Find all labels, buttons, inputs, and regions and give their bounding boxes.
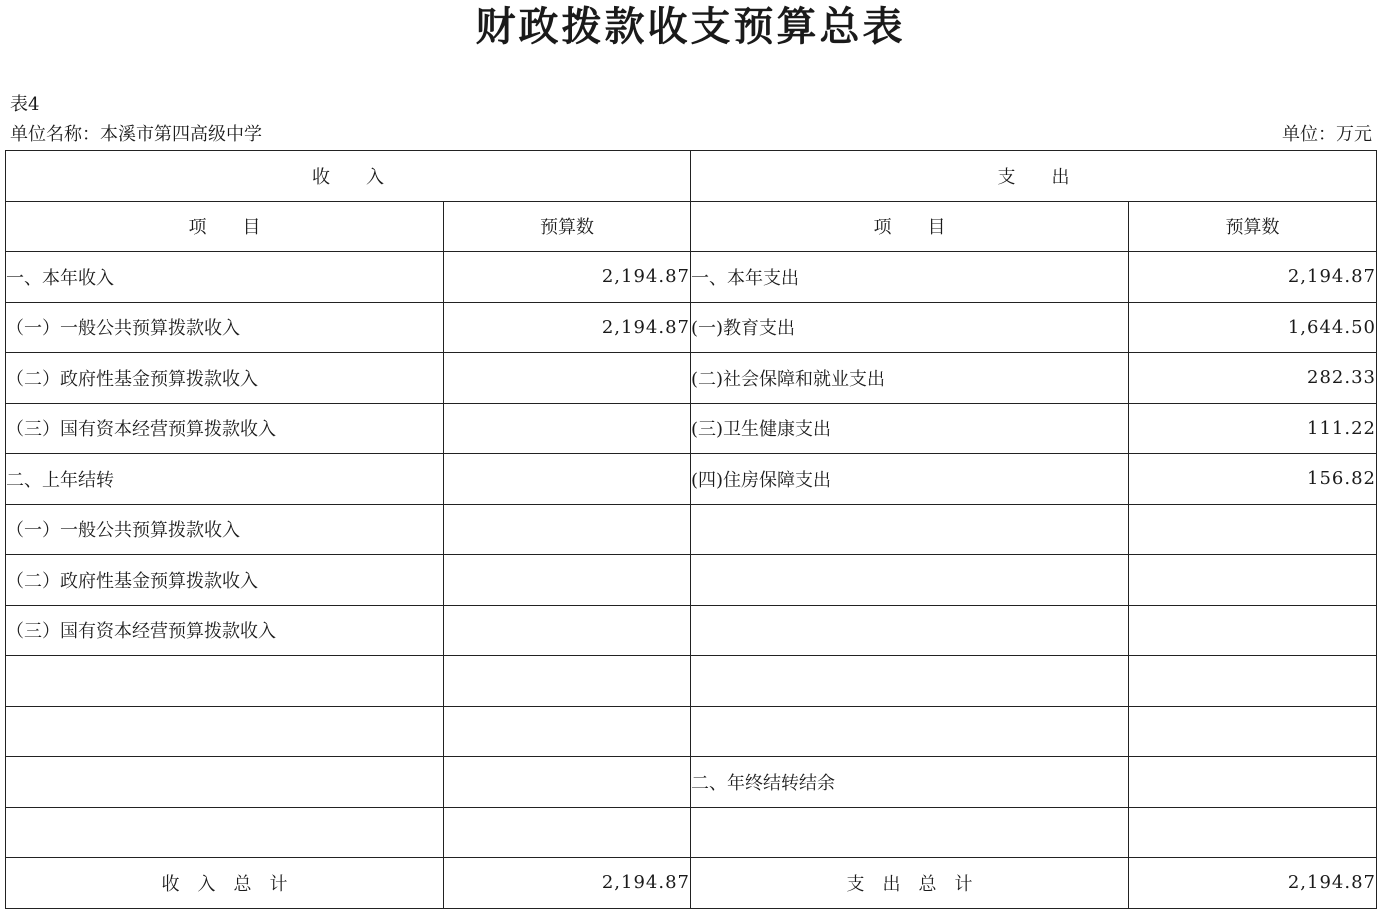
expense-total-value: 2,194.87 (1129, 858, 1377, 909)
income-item-cell: （一）一般公共预算拨款收入 (6, 504, 444, 555)
income-item-cell (6, 757, 444, 808)
expense-item-cell: (四)住房保障支出 (691, 454, 1129, 505)
expense-value-cell: 111.22 (1129, 403, 1377, 454)
expense-value-cell (1129, 807, 1377, 858)
expense-value-cell: 156.82 (1129, 454, 1377, 505)
unit-name: 单位名称：本溪市第四高级中学 (10, 124, 262, 145)
expense-value-cell (1129, 504, 1377, 555)
table-row (6, 504, 1377, 555)
income-value-cell (444, 757, 691, 808)
table-row (6, 454, 1377, 505)
income-total-label: 收 入 总 计 (6, 858, 444, 909)
income-value-cell: 2,194.87 (444, 302, 691, 353)
income-item-cell: （三）国有资本经营预算拨款收入 (6, 605, 444, 656)
income-item-cell: 一、本年收入 (6, 252, 444, 303)
table-row (6, 605, 1377, 656)
table-number: 表4 (10, 94, 40, 115)
income-item-cell (6, 656, 444, 707)
income-item-cell: （三）国有资本经营预算拨款收入 (6, 403, 444, 454)
income-value-cell (444, 403, 691, 454)
expense-item-cell: (二)社会保障和就业支出 (691, 353, 1129, 404)
income-value-cell: 2,194.87 (444, 252, 691, 303)
income-value-cell (444, 353, 691, 404)
income-value-cell (444, 605, 691, 656)
table-row (6, 302, 1377, 353)
income-item-cell: （一）一般公共预算拨款收入 (6, 302, 444, 353)
expense-total-label: 支 出 总 计 (691, 858, 1129, 909)
table-row (6, 807, 1377, 858)
expense-budget-header: 预算数 (1129, 201, 1377, 252)
expense-item-cell: (三)卫生健康支出 (691, 403, 1129, 454)
income-value-cell (444, 706, 691, 757)
expense-item-cell: 二、年终结转结余 (691, 757, 1129, 808)
income-total-value: 2,194.87 (444, 858, 691, 909)
expense-value-cell (1129, 757, 1377, 808)
income-item-cell: （二）政府性基金预算拨款收入 (6, 555, 444, 606)
budget-table (5, 150, 1377, 909)
table-row (6, 353, 1377, 404)
income-budget-header: 预算数 (444, 201, 691, 252)
table-row (6, 252, 1377, 303)
table-row (6, 403, 1377, 454)
table-row (6, 656, 1377, 707)
expense-item-cell: 一、本年支出 (691, 252, 1129, 303)
expense-item-cell (691, 656, 1129, 707)
expense-value-cell (1129, 656, 1377, 707)
expense-value-cell: 1,644.50 (1129, 302, 1377, 353)
expense-value-cell (1129, 605, 1377, 656)
income-value-cell (444, 555, 691, 606)
expense-item-cell (691, 504, 1129, 555)
table-row (6, 555, 1377, 606)
unit-label: 单位：万元 (1282, 124, 1372, 145)
income-value-cell (444, 454, 691, 505)
income-item-cell (6, 807, 444, 858)
income-item-cell: （二）政府性基金预算拨款收入 (6, 353, 444, 404)
page-title: 财政拨款收支预算总表 (475, 3, 906, 50)
table-row (6, 706, 1377, 757)
expense-item-cell (691, 706, 1129, 757)
expense-value-cell (1129, 555, 1377, 606)
header-row-section (6, 151, 1377, 202)
expense-value-cell (1129, 706, 1377, 757)
expense-item-cell: (一)教育支出 (691, 302, 1129, 353)
expense-item-header: 项 目 (691, 201, 1129, 252)
income-item-cell (6, 706, 444, 757)
income-value-cell (444, 807, 691, 858)
expense-item-cell (691, 605, 1129, 656)
expense-section-header: 支 出 (691, 151, 1377, 202)
income-section-header: 收 入 (6, 151, 691, 202)
income-item-header: 项 目 (6, 201, 444, 252)
income-item-cell: 二、上年结转 (6, 454, 444, 505)
expense-value-cell: 2,194.87 (1129, 252, 1377, 303)
expense-item-cell (691, 807, 1129, 858)
income-value-cell (444, 504, 691, 555)
expense-item-cell (691, 555, 1129, 606)
table-row (6, 757, 1377, 808)
totals-row (6, 858, 1377, 909)
header-row-columns (6, 201, 1377, 252)
income-value-cell (444, 656, 691, 707)
expense-value-cell: 282.33 (1129, 353, 1377, 404)
